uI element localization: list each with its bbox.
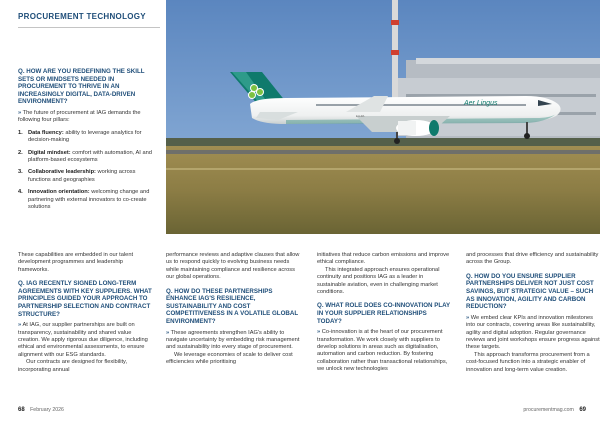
answer-text: At IAG, our supplier partnerships are built on transparency, sustainability and shared value creation. We apply rigorous due diligence, including ethical and environmental assessments, to ensure alignment with our ESG standards. (18, 322, 148, 358)
page-number: 68 (18, 407, 25, 413)
answer-paragraph (466, 315, 600, 352)
intro-answer-text: The future of procurement at IAG demands the following four pillars: (18, 109, 141, 124)
article-column-3 (317, 252, 451, 374)
pillar-name: Innovation orientation: (28, 189, 90, 196)
answer-text: Co-innovation is at the heart of our procurement transformation. We work closely with suppliers to develop solutions in areas such as digitalisation, automation and carbon reduction. By fostering collaboration rather than transactional relationships, we unlock new technologies (317, 329, 448, 373)
paragraph: and processes that drive efficiency and sustainability across the Group. (466, 252, 599, 266)
pillar-item (18, 189, 152, 211)
question-heading: Q. HOW DO YOU ENSURE SUPPLIER PARTNERSHIPS DELIVER NOT JUST COST SAVINGS, BUT STRATEGIC VALUE – SUCH AS INNOVATION, AGILITY AND CARBON REDUCTION? (466, 272, 594, 311)
pillar-item (18, 130, 152, 145)
answer-arrow: » (317, 329, 321, 336)
hero-photo (166, 0, 600, 234)
pillar-number: 4. (18, 189, 23, 196)
paragraph: These capabilities are embedded in our talent development programmes and leadership frameworks. (18, 252, 134, 273)
article-column-4 (466, 252, 600, 374)
issue-date: February 2026 (30, 407, 64, 413)
pillar-item (18, 150, 152, 165)
paragraph: Our contracts are designed for flexibility, incorporating annual (18, 359, 128, 373)
article-column-2 (166, 252, 300, 367)
page-number: 69 (579, 407, 586, 413)
paragraph: This approach transforms procurement from a cost-focused function into a strategic enabler of innovation and long-term value creation. (466, 351, 590, 373)
pillar-name: Digital mindset: (28, 149, 71, 156)
paragraph: initiatives that reduce carbon emissions and improve ethical compliance. (317, 252, 450, 266)
answer-paragraph (317, 329, 451, 373)
question-heading: Q. WHAT ROLE DOES CO-INNOVATION PLAY IN YOUR SUPPLIER RELATIONSHIPS TODAY? (317, 302, 451, 325)
paragraph: This integrated approach ensures operational continuity and positions IAG as a leader in sustainable aviation, even in challenging market conditions. (317, 266, 440, 296)
footer-left (18, 407, 64, 413)
answer-arrow: » (18, 109, 22, 116)
answer-text: We embed clear KPIs and innovation milestones into our contracts, covering areas like sustainability, agility and digital adoption. Regular governance reviews and joint workshops ensure progress against these targets. (466, 314, 600, 351)
pillar-text: welcoming change and partnering with external innovators to co-create solutions (28, 189, 150, 211)
answer-arrow: » (18, 322, 22, 329)
pillar-number: 3. (18, 169, 23, 176)
livery-text: Aer Lingus (464, 100, 498, 107)
pillar-number: 2. (18, 149, 23, 156)
footer-right (523, 407, 586, 413)
pillar-name: Data fluency: (28, 129, 64, 136)
intro-answer (18, 110, 152, 125)
intro-question: Q. HOW ARE YOU REDEFINING THE SKILL SETS OR MINDSETS NEEDED IN PROCUREMENT TO THRIVE IN AN INCREASINGLY DIGITAL, DATA-DRIVEN ENVIRONMENT? (18, 68, 145, 106)
aircraft-photo (166, 0, 600, 234)
article-column-1 (18, 252, 152, 374)
header-divider (18, 27, 160, 28)
paragraph: performance reviews and adaptive clauses that allow us to respond quickly to evolving business needs while maintaining compliance and resilience across our global operations. (166, 252, 300, 281)
pillar-text: ability to leverage analytics for decision-making (28, 129, 142, 144)
answer-arrow: » (466, 314, 470, 321)
pillar-item (18, 169, 152, 184)
question-heading: Q. IAG RECENTLY SIGNED LONG-TERM AGREEMENTS WITH KEY SUPPLIERS. WHAT PRINCIPLES GUIDED YOUR APPROACH TO PARTNERSHIP SELECTION AND CONTRACT STRUCTURE? (18, 280, 152, 318)
pillar-number: 1. (18, 129, 23, 136)
answer-text: These agreements strengthen IAG's ability to navigate uncertainty by embedding risk management and sustainability into every stage of procurement. (166, 329, 300, 351)
pillar-text: working across functions and geographies (28, 169, 136, 183)
site-url: procurementmag.com (523, 407, 574, 413)
answer-arrow: » (166, 329, 170, 336)
section-title: PROCUREMENT TECHNOLOGY (18, 12, 146, 21)
pillar-name: Collaborative leadership: (28, 169, 96, 176)
pillar-text: comfort with automation, AI and platform-based ecosystems (28, 149, 152, 163)
answer-paragraph (166, 330, 300, 352)
answer-paragraph (18, 322, 152, 359)
paragraph: We leverage economies of scale to deliver cost efficiencies while prioritising (166, 351, 293, 366)
registration-text: EI-LRA (356, 115, 365, 118)
question-heading: Q. HOW DO THESE PARTNERSHIPS ENHANCE IAG'S RESILIENCE, SUSTAINABILITY AND COST COMPETITIVENESS IN A VOLATILE GLOBAL ENVIRONMENT? (166, 287, 299, 325)
intro-block (18, 68, 152, 211)
